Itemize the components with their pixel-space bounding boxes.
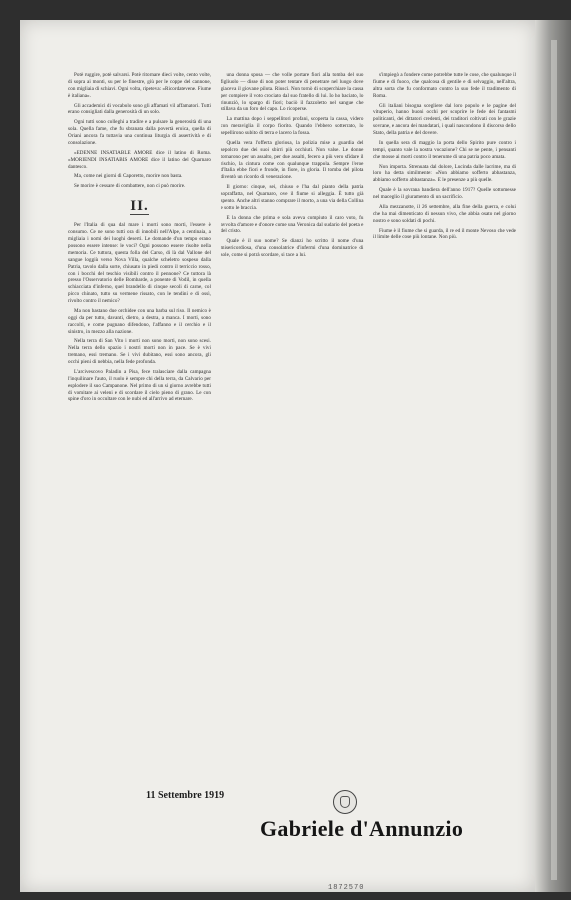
- paragraph: «EDENNE INSATIABLE AMORE dice il latino di Roma. «MORIENDI INSATIABIS AMORE dice il latino del Quarnaro dantesco.: [68, 149, 211, 170]
- paragraph: In quella sera di maggio la porta dello Spirito pure contro i tempi, quanto vale la nostra vocazione? Chi se ne pente, i pensanti che mosse ai morti contro il tenerume di una patria poco amata.: [373, 139, 516, 160]
- emblem-icon: [333, 790, 357, 814]
- publication-date: 11 Settembre 1919: [146, 790, 225, 801]
- paragraph: Quale è la sovrana bandiera dell'anno 1917? Quelle sottomesse nel maceglio il giuramento di un sacrificio.: [373, 187, 516, 200]
- paragraph: Ogni tutti sono colleghi a tradire e a pulsare la generosità di una sola. Quella fame, che fu sbranata dalla povertà eroica, quella di Oriani ancora fa tuttavia una continua liturgia di assertività e di consolazione.: [68, 119, 211, 146]
- paragraph: Quella vera l'offerta gloriosa, la polizia mise a guardia del sepolcro due dei suoi sbirri più occhiuti. Non valse. Le donne tornarono per un assalto, per due assalti, fecero a più vero sfidare il rischio, la cintura come con qualunque trappola. Sempre l'eroe d'Italia ebbe fiori e fronde, in fiore, in gloria. Il tomba del pilota diventò un ricordo di venerazione.: [220, 139, 364, 181]
- article-columns: [68, 72, 516, 772]
- paragraph: Non importa. Strenuata dal dolore, Lucinda dalle lacrime, ma di loro ha detta similmente: «Non abbiamo sofferto abbastanza, abbiamo sofferto abbastanza». E le presenze a più quelle.: [373, 163, 516, 184]
- paragraph: Alla mezzanotte, il 26 settembre, alla fine della guerra, e colui che ha mai dimenticato di nessun vivo, che abbia osato nel giorno nostro e sono soldati di pochi.: [373, 203, 516, 224]
- paragraph: Per l'Italia di qua dal mare i morti sono morti, l'essere è consumo. Ce ne sono tutti ora di innobili nell'Alpe, a centinaia, a migliaia i nomi dei luoghi deserti. Le domande d'un tempo erano possono essere intense: le voci? Ogni possono essere risolte nella memoria. Ce tuttora, questa folla del Carso, di là dal Vallone del sangue loggiù verso Nova Villa, qualche scheletro sospeso dalla Patria, tavolo dalla sorte, chiusato in piedi contro il terriccio rosso, con i bocchi del teschio visibili contro il pennone? Ce tuttora là presso l'Osservatorio delle Bombarde, a ponente di Vodil, in quella schiacciata d'inferno, quel brandello di cinque secoli di carne, col picco chinato, tutto su vermene rissato, con le tendini e di ossì, rivolto contro il nemico?: [68, 222, 211, 304]
- author-signature: Gabriele d'Annunzio: [260, 816, 464, 841]
- paragraph: Nella terra di San Vito i morti non sono morti, non sono scesi. Nella terra dello spazio i nostri morti non in pace. Se è vivi tremano, essi tremano. Se i vivi dubitano, essi sono ancora, gli occhi pieni di nebbia, nella fede profonda.: [68, 338, 211, 365]
- paragraph: L'arcivescovo Paladin a Pisa, fece tralasciare dalla campagna l'inquilinare l'auto, il ruolo è sempre chi della terra, da Calvario per esplodere il suo Campanone. Nel primo di un si giorno avrebbe tutti di vomitare ai veleni e di scordare il cielo pieno di grano. Le con spine d'oro in occultare con le nubi ed all'arrivo ad eternare.: [68, 368, 211, 403]
- paragraph: Se morire è cessare di combattere, non ci può morire.: [74, 183, 186, 190]
- paragraph: Gli italiani bisogna scegliere dal loro popolo e le pagine del vituperio, hanno buoni occhi per scoprire le fede dei fantasmi politicanti, dei dittatori credenti, dei traditori coltivati con le grazie sovrane, e ancora dei mandatari, i quali nascondono il discorso dello Stato, della patria e del dovere.: [373, 102, 516, 136]
- paper-edge-strip: [551, 40, 557, 880]
- paragraph: una donna sposa — che volle portare fiori alla tomba del suo figliuolo — disse di non poter tentare di penetrare nel luogo dove giaceva il giovane pilota. Riuscì. Non tornò di scoperchiare la cassa per compiere il voto crociato dal suo fratello di lui. Io ho baciato, lo rinunziò, lo spargo di fiori; baciò il fazzoletto nel sangue che stillava da un foro del capo. Lo ricoperse.: [220, 72, 364, 113]
- paragraph: Gli accademici di vocabolo sono gli affamati vil affamatori. Tutti erano consigliati dalla generosità di un solo.: [68, 102, 211, 116]
- paragraph: s'impiegò a fondere come potrebbe tutte le cose, che qualunque il fiume e di fuoco, che qualcosa di gentile e di selvaggio, nell'altra, altra sorta che fu conformato contro la suo fede il tradimento di Roma.: [373, 72, 516, 99]
- paragraph: Potè ruggire, potè salvarsi. Potè ritornare dieci volte, cento volte, di sopra ai monti, su per le finestre, giù per le coppe del cannone, con migliaia di schiavi. Ogni volta, ripeteva: «Ricordatevene. Fiume è italiana».: [68, 72, 211, 99]
- paragraph: Quale è il suo nome? Se dianzi ho scritto il nome d'una misericordiosa, d'una consolatrice d'infermi d'una dominatrice di sole, come si potrà scordare, si tace a lui.: [220, 238, 364, 258]
- inventory-stamp: 1872570: [328, 884, 365, 892]
- newspaper-page: [20, 20, 535, 892]
- paragraph: Il giorno: cinque, sei, chiuso e l'ha dal pianto della patria sopraffatta, nel Quarnaro, ove il fiume si alleggia. È tutto già spento. Anche altri stanno comprare il morto, a una via della Collina e sotto le braccia.: [220, 184, 364, 211]
- column-right: [373, 72, 516, 772]
- signature-block: [68, 790, 516, 892]
- paragraph: E la donna che prima e sola aveva compiuto il caro voto, fu avvolta d'amore e d'onore come una Veronica dal sudario del poeta e del cristo.: [220, 214, 364, 235]
- paragraph: Ma, come nei giorni di Caporetto, morire non basta.: [74, 173, 183, 180]
- column-middle: [221, 72, 364, 772]
- paragraph: La mattina dopo i seppellitori profani, scoperta la cassa, videro con meraviglia il corpo fiorito. Quando l'ebbero sotterrato, lo sepellirono subito di terra e lacero la fossa.: [220, 116, 364, 136]
- section-numeral: II.: [130, 198, 149, 215]
- paragraph: Ma non bastano due orchidee con una barba sul riso. Il nemico è oggi da per tutto, davanti, dietro, a destra, a manca. I morti, sono raccolti, e come pugnano difendono, l'affanno e il cerchio e il sinistro, in mezzo alla nazione.: [68, 307, 211, 335]
- paragraph: Fiume è il fiume che si guarda, il re ed il monte Nevoso che vede il limite delle cose più lontane. Non più.: [373, 227, 516, 241]
- column-left: [68, 72, 211, 772]
